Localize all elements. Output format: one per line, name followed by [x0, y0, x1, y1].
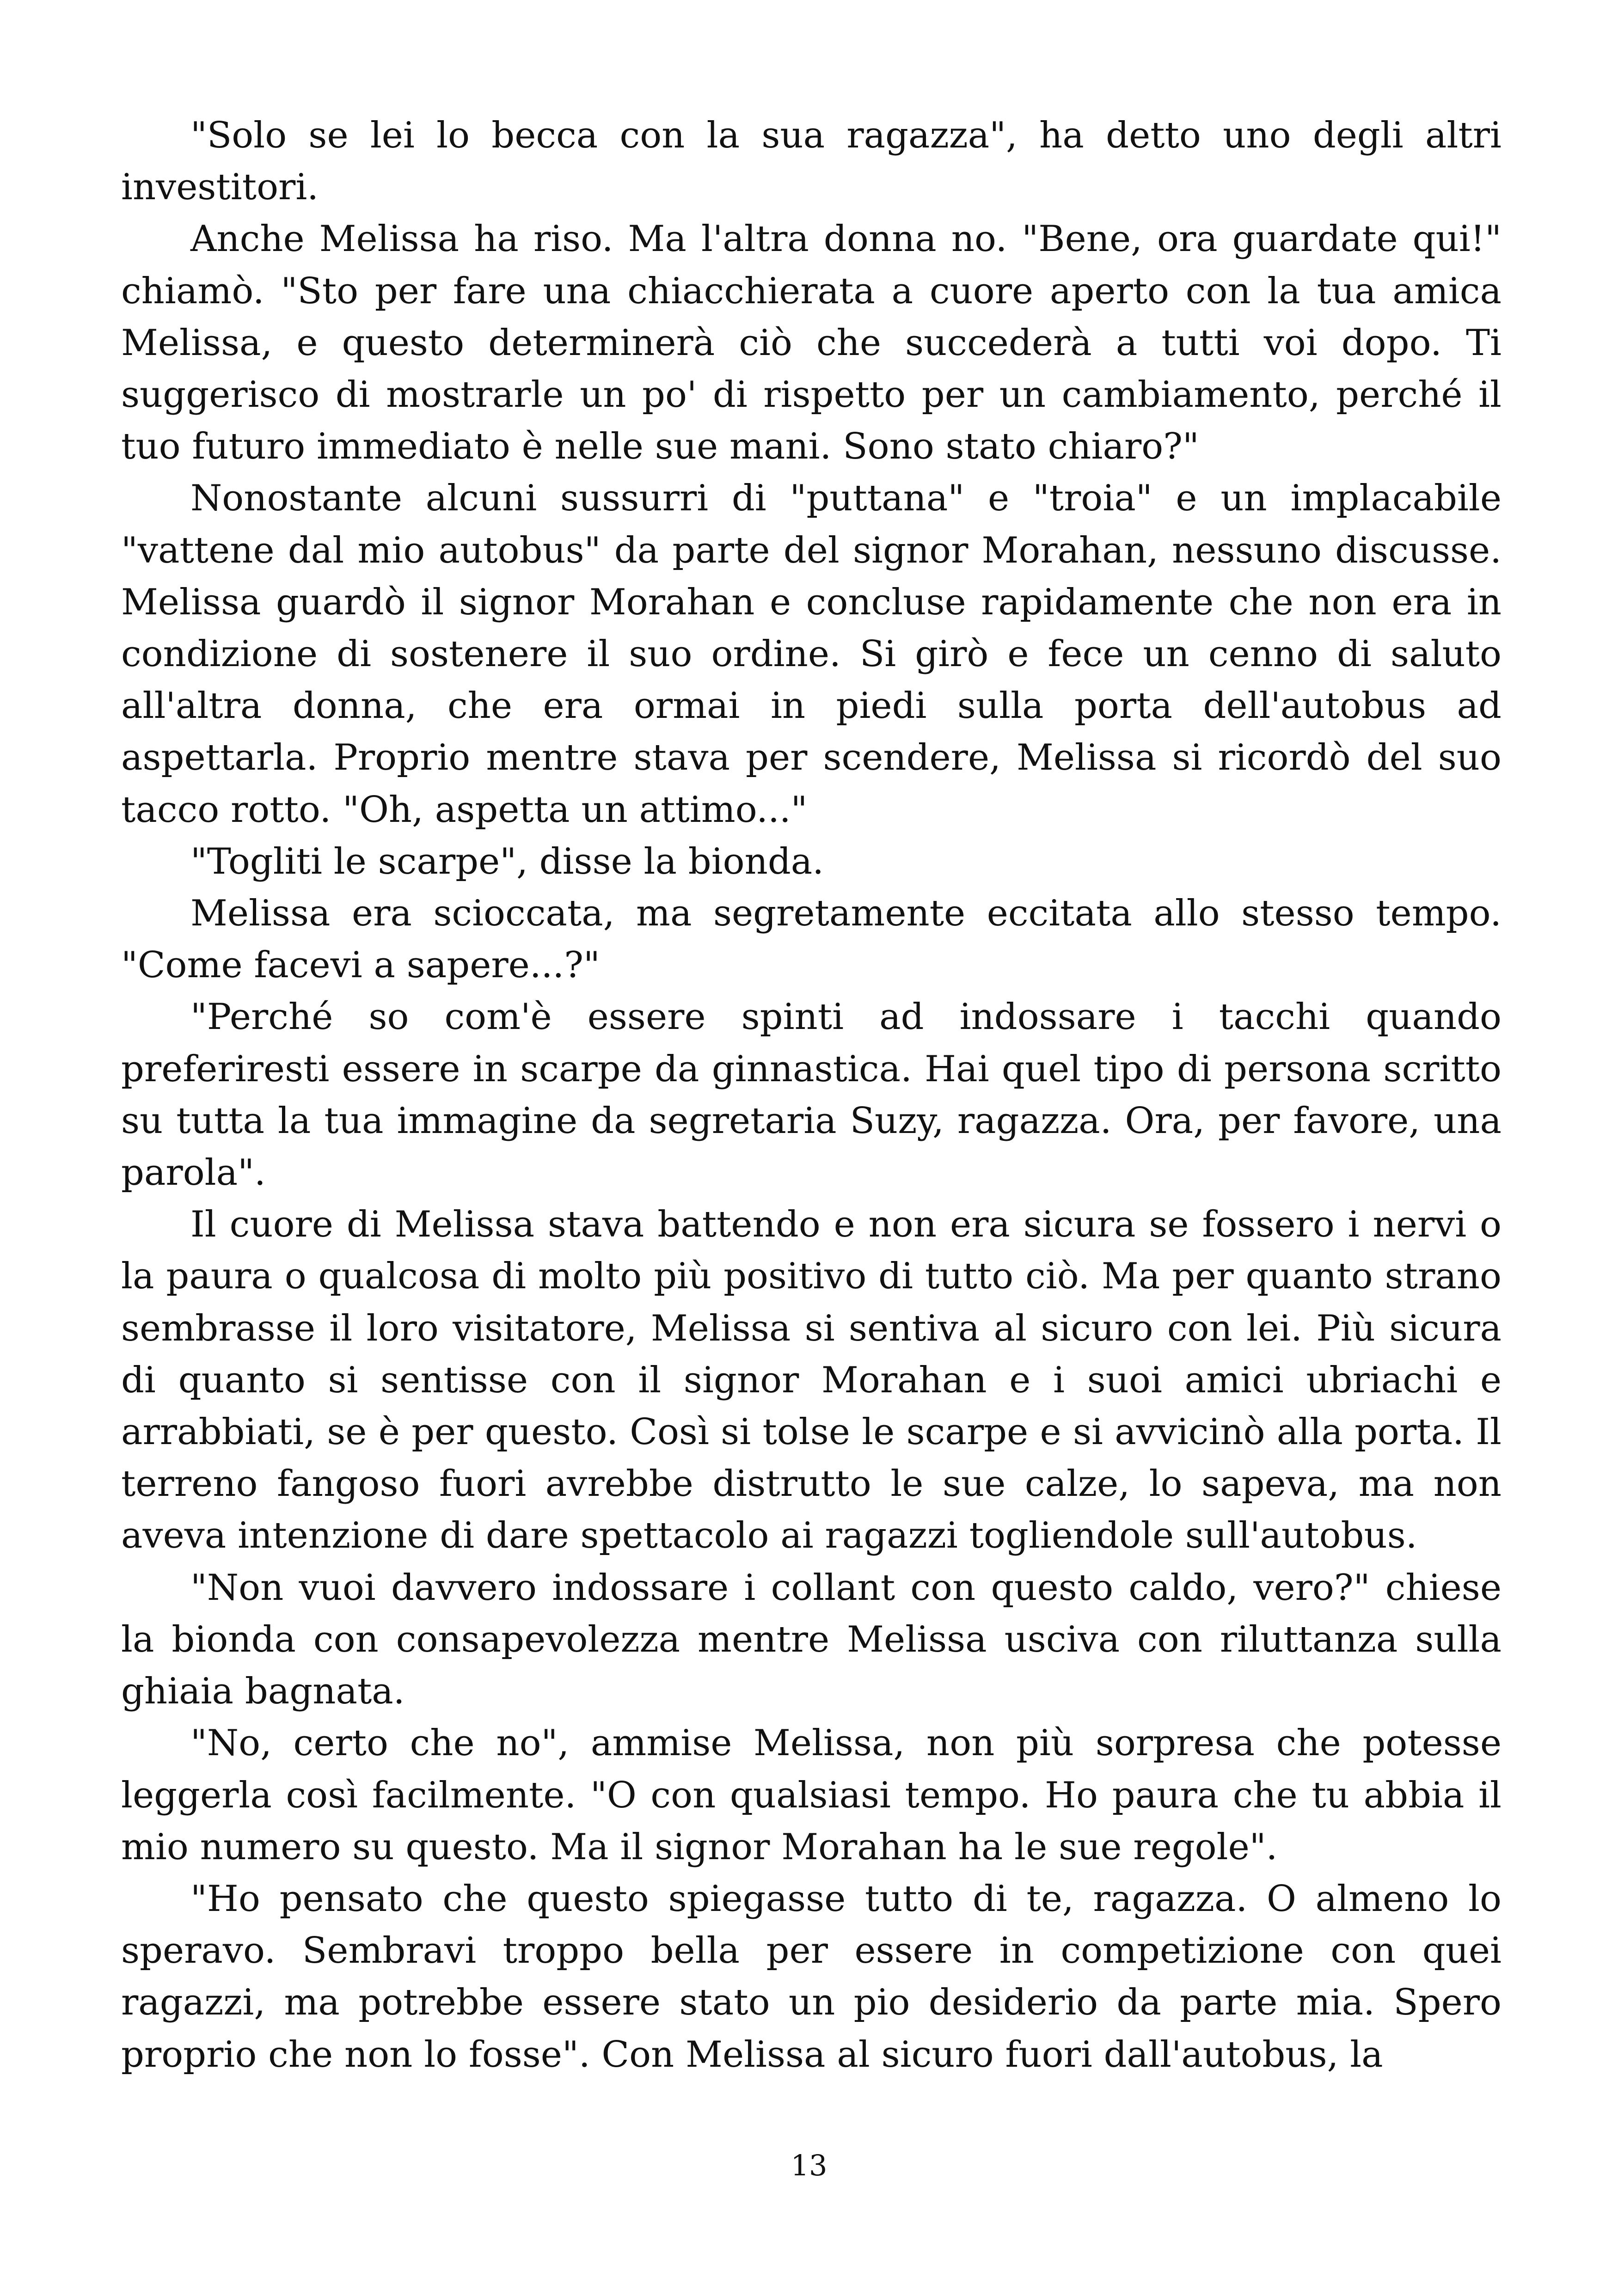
paragraph: Il cuore di Melissa stava battendo e non era sicura se fossero i nervi o la paura o qualcosa di molto più positivo di tutto ciò. Ma per quanto strano sembrasse il loro visitatore, Melissa si sentiva al sicuro con lei. Più sicura di quanto si sentisse con il signor Morahan e i suoi amici ubriachi e arrabbiati, se è per questo. Così si tolse le scarpe e si avvicinò alla porta. Il terreno fangoso fuori avrebbe distrutto le sue calze, lo sapeva, ma non aveva intenzione di dare spettacolo ai ragazzi togliendole sull'autobus. [121, 1204, 1502, 1557]
paragraph: "Togliti le scarpe", disse la bionda. [190, 840, 824, 882]
page-number: 13 [791, 2149, 827, 2182]
paragraph: "Ho pensato che questo spiegasse tutto di te, ragazza. O almeno lo speravo. Sembravi troppo bella per essere in competizione con quei ragazzi, ma potrebbe essere stato un pio desiderio da parte mia. Spero proprio che non lo fosse". Con Melissa al sicuro fuori dall'autobus, la [121, 1878, 1502, 2076]
paragraph: Anche Melissa ha riso. Ma l'altra donna no. "Bene, ora guardate qui!" chiamò. "Sto per fare una chiacchierata a cuore aperto con la tua amica Melissa, e questo determinerà ciò che succederà a tutti voi dopo. Ti suggerisco di mostrarle un po' di rispetto per un cambiamento, perché il tuo futuro immediato è nelle sue mani. Sono stato chiaro?" [121, 218, 1502, 468]
paragraph: "Perché so com'è essere spinti ad indossare i tacchi quando preferiresti essere in scarpe da ginnastica. Hai quel tipo di persona scritto su tutta la tua immagine da segretaria Suzy, ragazza. Ora, per favore, una parola". [121, 996, 1502, 1194]
document-page [121, 110, 1502, 2081]
paragraph: "Non vuoi davvero indossare i collant con questo caldo, vero?" chiese la bionda con consapevolezza mentre Melissa usciva con riluttanza sulla ghiaia bagnata. [121, 1567, 1502, 1713]
paragraph: "No, certo che no", ammise Melissa, non più sorpresa che potesse leggerla così facilmente. "O con qualsiasi tempo. Ho paura che tu abbia il mio numero su questo. Ma il signor Morahan ha le sue regole". [121, 1722, 1502, 1868]
paragraph: "Solo se lei lo becca con la sua ragazza", ha detto uno degli altri investitori. [121, 115, 1502, 208]
paragraph: Melissa era scioccata, ma segretamente eccitata allo stesso tempo. "Come facevi a sapere...?" [121, 893, 1502, 986]
paragraph: Nonostante alcuni sussurri di "puttana" e "troia" e un implacabile "vattene dal mio autobus" da parte del signor Morahan, nessuno discusse. Melissa guardò il signor Morahan e concluse rapidamente che non era in condizione di sostenere il suo ordine. Si girò e fece un cenno di saluto all'altra donna, che era ormai in piedi sulla porta dell'autobus ad aspettarla. Proprio mentre stava per scendere, Melissa si ricordò del suo tacco rotto. "Oh, aspetta un attimo..." [121, 478, 1502, 831]
